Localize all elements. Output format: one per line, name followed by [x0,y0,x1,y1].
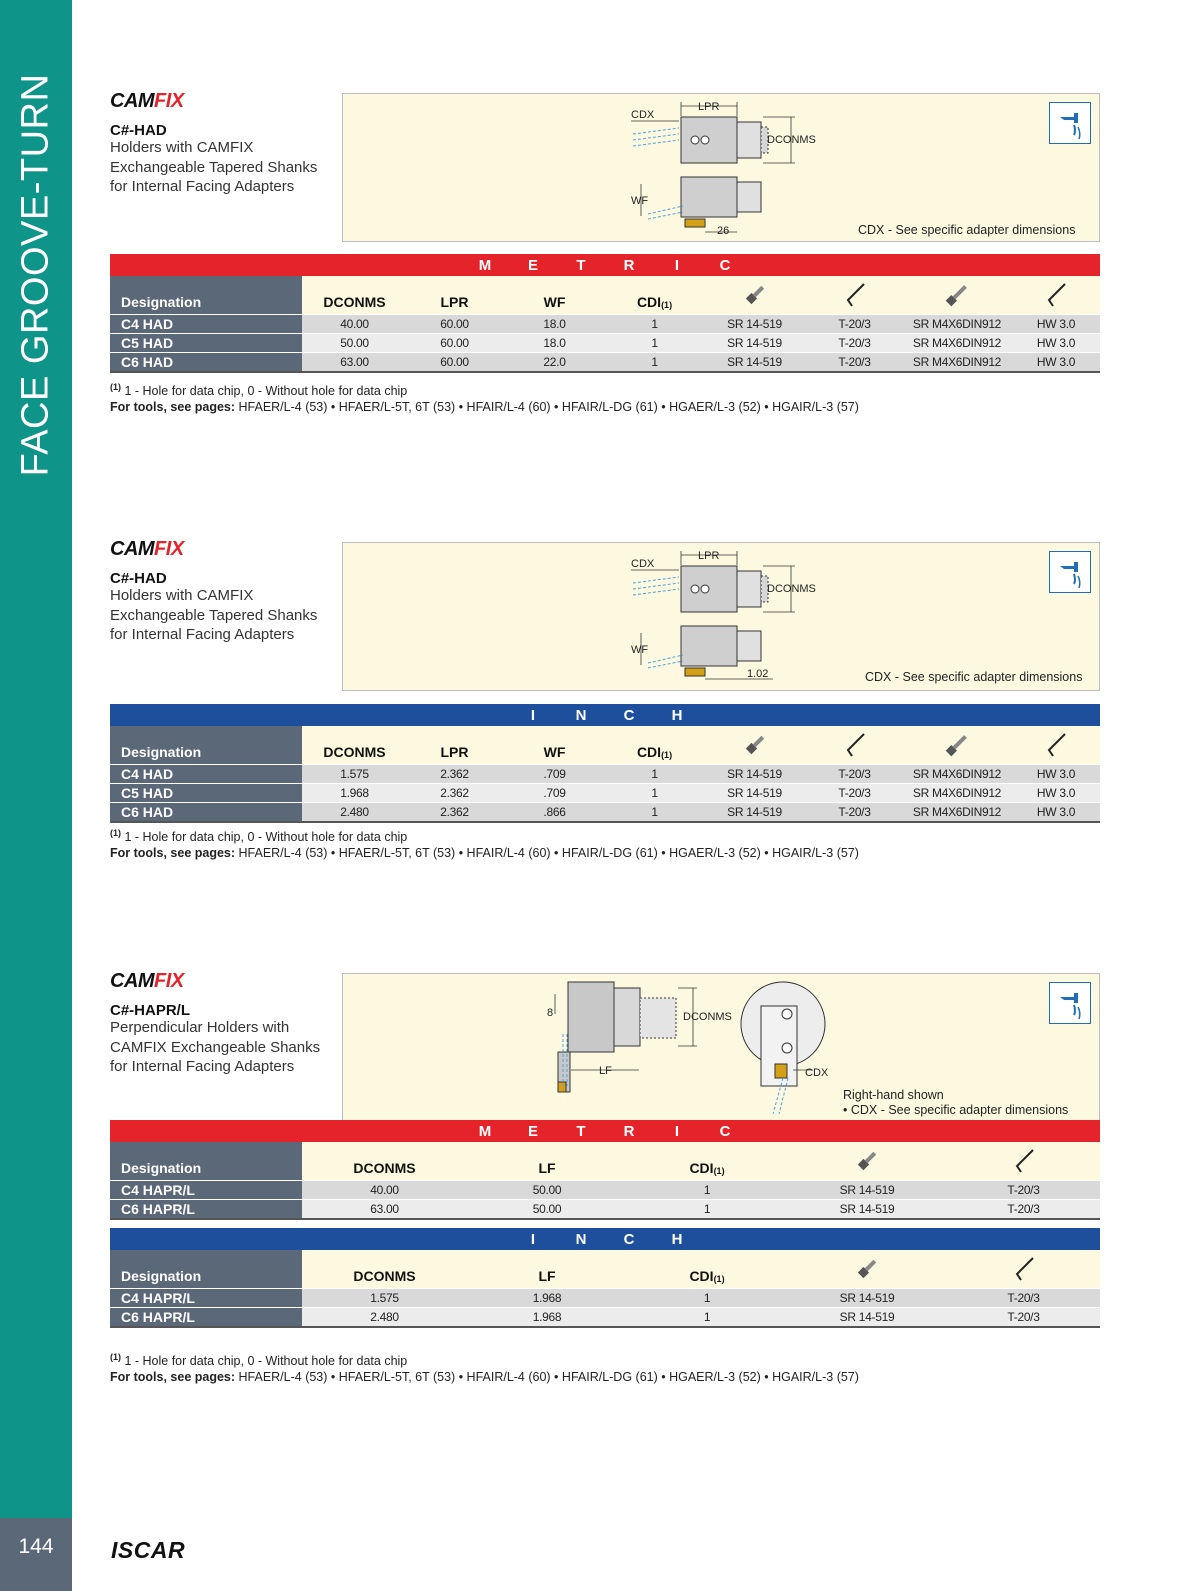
col-wf: WF [543,294,566,310]
col-cdi: CDI $_{(1)}$ [689,1268,725,1284]
footer-brand-logo: ISCAR [111,1537,186,1563]
label-wf: WF [631,195,649,207]
holder-drawing [343,94,1101,243]
product-code: C#-HAD [110,570,167,587]
footnote: $^{(1)}$ 1 - Hole for data chip, 0 - Without hole for data chip [110,828,408,845]
technical-drawing [342,973,1100,1123]
page-number: 144 [18,1535,54,1558]
inch-table [110,1228,1100,1328]
key-icon [947,1142,1100,1180]
coolant-icon [1049,102,1091,144]
col-lpr: LPR [440,294,469,310]
label-lpr: LPR [698,101,720,113]
inch-band: I N C H [110,1228,1100,1250]
designation-header: Designation [110,1250,302,1288]
tools-reference: For tools, see pages: HFAER/L-4 (53) • HFAER/L-5T, 6T (53) • HFAIR/L-4 (60) • HFAIR/L-DG (61) • HGAER/L-3 (52) • HGAIR/L-3 (57) [110,1370,859,1384]
product-description: Perpendicular Holders with CAMFIX Exchangeable Shanks for Internal Facing Adapters [110,1019,321,1075]
tools-reference: For tools, see pages: HFAER/L-4 (53) • HFAER/L-5T, 6T (53) • HFAIR/L-4 (60) • HFAIR/L-DG (61) • HGAER/L-3 (52) • HGAIR/L-3 (57) [110,400,859,414]
designation-header: Designation [110,726,302,764]
label-wf: WF [631,644,649,656]
col-lpr: LPR [440,744,469,760]
camfix-logo: CAMFIX [110,90,184,112]
label-lpr: LPR [698,550,720,562]
hex-key-icon [1012,726,1100,764]
col-cdi: CDI $_{(1)}$ [636,294,673,310]
footnote: $^{(1)}$ 1 - Hole for data chip, 0 - Without hole for data chip [110,382,408,399]
table-row: C4 HAPR/L 1.575 1.968 1 SR 14-519 T-20/3 [110,1288,1100,1307]
cdx-note: CDX - See specific adapter dimensions [865,670,1083,684]
inch-table [110,704,1100,823]
inch-band: I N C H [110,704,1100,726]
footnote: $^{(1)}$ 1 - Hole for data chip, 0 - Without hole for data chip [110,1352,408,1369]
label-cdx: CDX [631,558,655,570]
screw-icon [702,276,807,314]
metric-table [110,254,1100,373]
bolt-icon [902,276,1012,314]
screw-icon [702,726,807,764]
table-row: C4 HAPR/L 40.00 50.00 1 SR 14-519 T-20/3 [110,1180,1100,1199]
label-dim: 26 [717,225,730,237]
label-dconms: DCONMS [767,134,816,146]
coolant-icon [1049,551,1091,593]
product-description: Holders with CAMFIX Exchangeable Tapered Shanks for Internal Facing Adapters [110,139,318,195]
designation-header: Designation [110,1142,302,1180]
camfix-logo: CAMFIX [110,538,184,560]
col-dconms: DCONMS [353,1268,416,1284]
section-title: FACE GROOVE-TURN [14,73,57,477]
metric-band: M E T R I C [110,254,1100,276]
table-header [110,726,1100,764]
table-row: C4 HAD 1.575 2.362 .709 1 SR 14-519 T-20/3 SR M4X6DIN912 HW 3.0 [110,764,1100,783]
hex-key-icon [1012,276,1100,314]
col-lf: LF [538,1268,556,1284]
technical-drawing [342,93,1100,242]
bolt-icon [902,726,1012,764]
table-header [110,276,1100,314]
col-dconms: DCONMS [323,744,386,760]
label-dim-8: 8 [547,1007,554,1019]
label-lf: LF [599,1065,612,1077]
table-row: C5 HAD 1.968 2.362 .709 1 SR 14-519 T-20/3 SR M4X6DIN912 HW 3.0 [110,783,1100,802]
label-dconms: DCONMS [767,583,816,595]
product-description: Holders with CAMFIX Exchangeable Tapered Shanks for Internal Facing Adapters [110,587,318,643]
label-dim: 1.02 [747,668,769,680]
key-icon [807,276,902,314]
col-cdi: CDI $_{(1)}$ [636,744,673,760]
metric-band: M E T R I C [110,1120,1100,1142]
right-hand-note: Right-hand shown [843,1088,944,1102]
table-row: C5 HAD 50.00 60.00 18.0 1 SR 14-519 T-20/3 SR M4X6DIN912 HW 3.0 [110,333,1100,352]
tools-reference: For tools, see pages: HFAER/L-4 (53) • HFAER/L-5T, 6T (53) • HFAIR/L-4 (60) • HFAIR/L-DG (61) • HGAER/L-3 (52) • HGAIR/L-3 (57) [110,846,859,860]
screw-icon [787,1142,947,1180]
col-dconms: DCONMS [323,294,386,310]
coolant-icon [1049,982,1091,1024]
table-row: C6 HAPR/L 2.480 1.968 1 SR 14-519 T-20/3 [110,1307,1100,1326]
table-row: C6 HAD 2.480 2.362 .866 1 SR 14-519 T-20/3 SR M4X6DIN912 HW 3.0 [110,802,1100,821]
table-header [110,1142,1100,1180]
col-cdi: CDI $_{(1)}$ [689,1160,725,1176]
camfix-logo: CAMFIX [110,970,184,992]
cdx-note: CDX - See specific adapter dimensions [858,223,1076,237]
col-lf: LF [538,1160,556,1176]
table-row: C4 HAD 40.00 60.00 18.0 1 SR 14-519 T-20/3 SR M4X6DIN912 HW 3.0 [110,314,1100,333]
label-cdx: CDX [805,1067,829,1079]
technical-drawing [342,542,1100,691]
screw-icon [787,1250,947,1288]
col-wf: WF [543,744,566,760]
holder-drawing [343,974,1101,1124]
key-icon [807,726,902,764]
label-dconms: DCONMS [683,1011,732,1023]
table-row: C6 HAPR/L 63.00 50.00 1 SR 14-519 T-20/3 [110,1199,1100,1218]
cdx-note: • CDX - See specific adapter dimensions [843,1103,1069,1117]
key-icon [947,1250,1100,1288]
label-cdx: CDX [631,109,655,121]
product-code: C#-HAD [110,122,167,139]
table-row: C6 HAD 63.00 60.00 22.0 1 SR 14-519 T-20/3 SR M4X6DIN912 HW 3.0 [110,352,1100,371]
metric-table [110,1120,1100,1220]
product-code: C#-HAPR/L [110,1002,191,1019]
col-dconms: DCONMS [353,1160,416,1176]
table-header [110,1250,1100,1288]
designation-header: Designation [110,276,302,314]
